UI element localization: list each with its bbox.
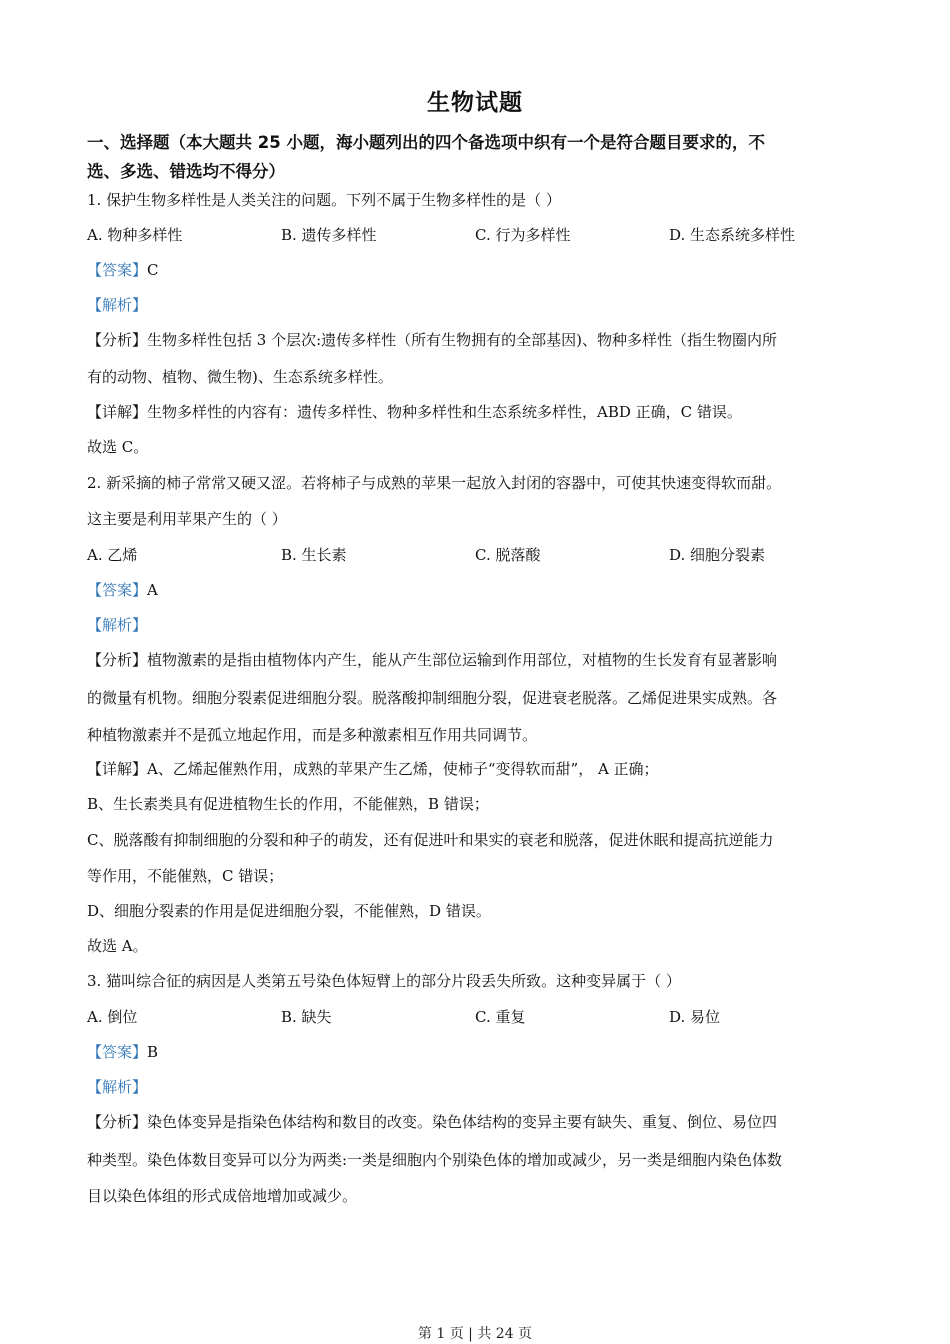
fenxi-label: 【分析】	[87, 651, 148, 669]
answer-value: A	[147, 581, 158, 599]
analysis-label: 【解析】	[87, 296, 148, 314]
question-2-fenxi	[87, 650, 867, 670]
fenxi-text: 植物激素的是指由植物体内产生，能从产生部位运输到作用部位，对植物的生长发育有显著影响	[147, 651, 778, 669]
section-heading-line-2: 选、多选、错选均不得分）	[87, 162, 285, 181]
option-b: B. 遗传多样性	[281, 226, 377, 244]
question-2-xiangjie	[87, 759, 867, 779]
question-3-fenxi-cont-2: 目以染色体组的形式成倍地增加或减少。	[87, 1187, 358, 1205]
option-c: C. 重复	[475, 1008, 526, 1026]
option-b: B. 生长素	[281, 546, 347, 564]
question-2-detail-b: B、生长素类具有促进植物生长的作用，不能催熟，B 错误；	[87, 795, 489, 813]
question-3-fenxi-cont-1: 种类型。染色体数目变异可以分为两类:一类是细胞内个别染色体的增加或减少，另一类是细胞内染色体数	[87, 1151, 783, 1169]
xiangjie-label: 【详解】	[87, 403, 148, 421]
fenxi-text: 染色体变异是指染色体结构和数目的改变。染色体结构的变异主要有缺失、重复、倒位、易位四	[147, 1113, 778, 1131]
analysis-label: 【解析】	[87, 616, 148, 634]
answer-value: C	[147, 261, 159, 279]
question-3-analysis-label	[87, 1077, 867, 1097]
question-2-stem: 2. 新采摘的柿子常常又硬又涩。若将柿子与成熟的苹果一起放入封闭的容器中，可使其快速变得软而甜。	[87, 474, 782, 492]
section-heading	[87, 128, 867, 186]
question-1-stem: 1. 保护生物多样性是人类关注的问题。下列不属于生物多样性的是（ ）	[87, 191, 561, 209]
question-3-stem: 3. 猫叫综合征的病因是人类第五号染色体短臂上的部分片段丢失所致。这种变异属于（ ）	[87, 972, 681, 990]
page-footer: 第 1 页 | 共 24 页	[417, 1326, 533, 1342]
answer-value: B	[147, 1043, 159, 1061]
question-2-analysis-label	[87, 615, 867, 635]
option-a: A. 倒位	[87, 1008, 138, 1026]
option-c: C. 脱落酸	[475, 546, 541, 564]
xiangjie-text: 生物多样性的内容有：遗传多样性、物种多样性和生态系统多样性，ABD 正确，C 错误。	[147, 403, 742, 421]
question-2-conclusion: 故选 A。	[87, 937, 148, 955]
xiangjie-label: 【详解】	[87, 760, 148, 778]
option-a: A. 物种多样性	[87, 226, 183, 244]
question-1-xiangjie	[87, 402, 867, 422]
question-2-detail-d: D、细胞分裂素的作用是促进细胞分裂，不能催熟，D 错误。	[87, 902, 491, 920]
question-2-answer	[87, 580, 867, 600]
page-title: 生物试题	[427, 90, 523, 116]
fenxi-text: 生物多样性包括 3 个层次:遗传多样性（所有生物拥有的全部基因)、物种多样性（指生物圈内所	[147, 331, 778, 349]
option-d: D. 易位	[669, 1008, 721, 1026]
answer-label: 【答案】	[87, 1043, 148, 1061]
section-heading-line-1: 一、选择题（本大题共 25 小题，海小题列出的四个备选项中织有一个是符合题目要求的，不	[87, 133, 765, 152]
fenxi-label: 【分析】	[87, 331, 148, 349]
question-1-answer	[87, 260, 867, 280]
fenxi-label: 【分析】	[87, 1113, 148, 1131]
question-1-fenxi	[87, 330, 867, 350]
question-2-fenxi-cont-2: 种植物激素并不是孤立地起作用，而是多种激素相互作用共同调节。	[87, 726, 538, 744]
question-1-conclusion: 故选 C。	[87, 438, 149, 456]
answer-label: 【答案】	[87, 261, 148, 279]
question-1-fenxi-cont: 有的动物、植物、微生物)、生态系统多样性。	[87, 368, 393, 386]
question-2-detail-c: C、脱落酸有抑制细胞的分裂和种子的萌发，还有促进叶和果实的衰老和脱落，促进休眠和提高抗逆能力	[87, 831, 774, 849]
question-3-answer	[87, 1042, 867, 1062]
question-2-stem-cont: 这主要是利用苹果产生的（ ）	[87, 510, 287, 528]
question-1-analysis-label	[87, 295, 867, 315]
question-3-fenxi	[87, 1112, 867, 1132]
analysis-label: 【解析】	[87, 1078, 148, 1096]
option-c: C. 行为多样性	[475, 226, 571, 244]
xiangjie-text: A、乙烯起催熟作用，成熟的苹果产生乙烯，使柿子“变得软而甜”， A 正确；	[147, 760, 659, 778]
option-d: D. 细胞分裂素	[669, 546, 766, 564]
answer-label: 【答案】	[87, 581, 148, 599]
question-2-detail-c-cont: 等作用，不能催熟，C 错误；	[87, 867, 284, 885]
option-a: A. 乙烯	[87, 546, 138, 564]
option-d: D. 生态系统多样性	[669, 226, 796, 244]
option-b: B. 缺失	[281, 1008, 332, 1026]
question-2-fenxi-cont-1: 的微量有机物。细胞分裂素促进细胞分裂。脱落酸抑制细胞分裂，促进衰老脱落。乙烯促进果实成熟。各	[87, 689, 778, 707]
